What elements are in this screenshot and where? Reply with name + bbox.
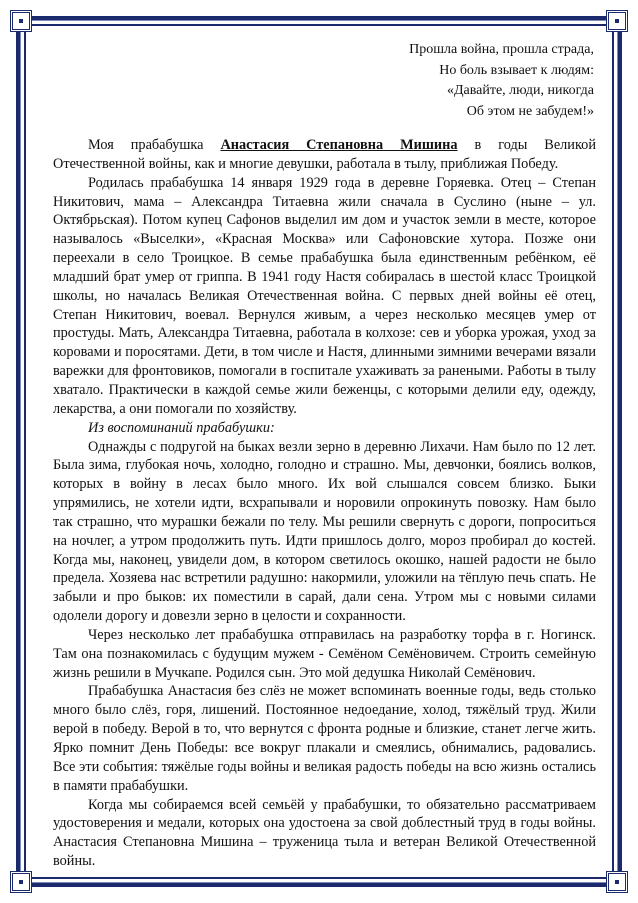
corner-ornament-bottom-left [10, 871, 32, 893]
document-body [53, 40, 596, 871]
epigraph-line: Но боль взывает к людям: [439, 62, 594, 78]
epigraph [53, 40, 594, 122]
paragraph-intro [53, 136, 596, 174]
memories-heading: Из воспоминаний прабабушки: [88, 419, 275, 436]
corner-ornament-top-left [10, 10, 32, 32]
heroine-name: Анастасия Степановна Мишина [220, 137, 458, 153]
intro-text-before: Моя прабабушка [88, 137, 221, 153]
epigraph-line: Прошла война, прошла страда, [409, 42, 594, 57]
paragraph-biography: Родилась прабабушка 14 января 1929 года в деревне Горяевка. Отец – Степан Никитович, мама – Александра Титаевна жили сначала в Суслино (ныне – ул. Октябрьская). Потом купец Сафонов выделил им дом и участок земли в месте, которое называлось «Выселки», «Красная Москва» или Сафоновские хутора. Позже они переехали в село Троицкое. В семье прабабушка была единственным ребёнком, её младший брат умер от гриппа. В 1941 году Настя собиралась в шестой класс Троицкой школы, но началась Великая Отечественная война. С первых дней войны её отец, Степан Никитович, воевал. Вернулся живым, а через несколько месяцев умер от простуды. Мать, Александра Титаевна, работала в колхозе: сев и уборка урожая, уход за коровами и поросятами. Дети, в том числе и Настя, длинными зимними вечерами вязали варежки для фронтовиков, помогали в госпитале ухаживать за ранеными. Работы в тылу хватало. Практически в каждой семье жили беженцы, с которыми делили еду, одежду, лекарства, а они помогали по хозяйству. [53, 174, 596, 417]
intro-text-after: в годы Великой Отечественной войны, как и многие девушки, работала в тылу, приближая Победу. [53, 137, 596, 172]
corner-ornament-bottom-right [606, 871, 628, 893]
paragraph-reflection: Прабабушка Анастасия без слёз не может вспоминать военные годы, ведь столько много было слёз, горя, лишений. Постоянное недоедание, холод, тяжёлый труд. Жили верой в победу. Верой в то, что вернутся с фронта родные и близкие, станет легче жить. Ярко помнит День Победы: все вокруг плакали и смеялись, обнимались, радовались. Все эти события: тяжёлые годы войны и великая радость победы на всю жизнь остались в памяти прабабушки. [53, 683, 596, 794]
epigraph-line: Об этом не забудем!» [466, 103, 594, 119]
paragraph-conclusion: Когда мы собираемся всей семьёй у прабабушки, то обязательно рассматриваем удостоверения и медали, которых она удостоена за свой доблестный труд в годы войны. Анастасия Степановна Мишина – труженица тыла и ветеран Великой Отечественной войны. [53, 796, 596, 870]
epigraph-line: «Давайте, люди, никогда [446, 83, 594, 98]
corner-ornament-top-right [606, 10, 628, 32]
paragraph-memory: Однажды с подругой на быках везли зерно в деревню Лихачи. Нам было по 12 лет. Была зима, глубокая ночь, холодно, голодно и страшно. Мы, девчонки, боялись волков, которых в войну в лесах было много. Их вой слышался совсем близко. Быки упрямились, не хотели идти, всхрапывали и норовили опрокинуть повозку. Нам было так страшно, что мурашки бежали по телу. Мы решили свернуть с дороги, попроситься на ночлег, а утром продолжить путь. Идти пришлось долго, мороз пробирал до костей. Когда мы, наконец, увидели дом, в котором светилось окошко, нашей радости не было предела. Хозяева нас встретили радушно: накормили, уложили на тёплую печь спать. Не забыли и про быков: их поместили в сарай, дали сена. Утром мы с новыми силами одолели дорогу и довезли зерно в целости и сохранности. [53, 438, 596, 625]
paragraph-after-war: Через несколько лет прабабушка отправилась на разработку торфа в г. Ногинск. Там она познакомилась с будущим мужем - Семёном Семёновичем. Строить семейную жизнь решили в Мучкапе. Родился сын. Это мой дедушка Николай Семёнович. [53, 626, 596, 681]
